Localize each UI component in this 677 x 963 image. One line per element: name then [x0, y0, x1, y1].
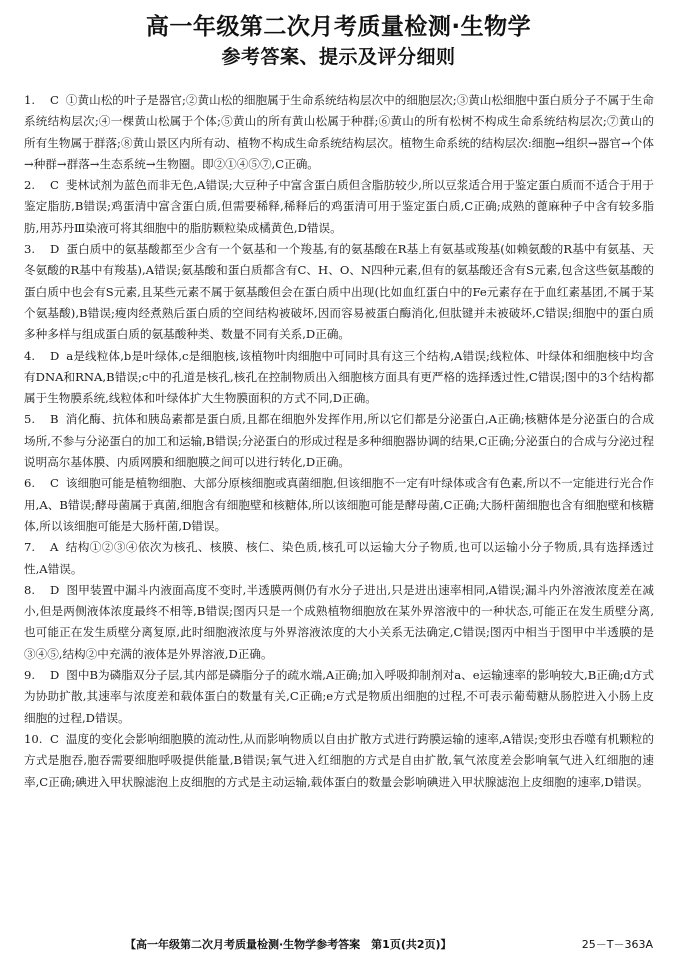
answer-item-5 — [24, 409, 654, 473]
answer-item-2 — [24, 175, 654, 239]
item-number: 7. — [24, 540, 36, 555]
item-answer: D — [50, 582, 60, 597]
item-answer: C — [50, 178, 59, 193]
answer-item-6 — [24, 473, 654, 537]
item-number: 6. — [24, 476, 36, 491]
item-explanation: 温度的变化会影响细胞膜的流动性,从而影响物质以自由扩散方式进行跨膜运输的速率,A错误;变形虫吞噬有机颗粒的方式是胞吞,胞吞需要细胞呼吸提供能量,B错误;氧气进入红细胞的方式是自由扩散,氧气浓度差会影响氧气进入红细胞的速率,C正确;碘进入甲状腺滤泡上皮细胞的方式是主动运输,载体蛋白的数量会影响碘进入甲状腺滤泡上皮细胞的速率,D错误。 — [24, 731, 654, 789]
item-explanation: ①黄山松的叶子是器官;②黄山松的细胞属于生命系统结构层次中的细胞层次;③黄山松细胞中蛋白质分子不属于生命系统结构层次;④一棵黄山松属于个体;⑤黄山的所有黄山松属于种群;⑥黄山的所有松树不构成生命系统结构层次;⑦黄山的所有生物属于群落;⑧黄山景区内所有动、植物不构成生命系统结构层次。植物生命系统的结构层次:细胞→组织→器官→个体→种群→群落→生态系统→生物圈。即②①④⑤⑦,C正确。 — [24, 93, 654, 171]
page-subtitle: 参考答案、提示及评分细则 — [221, 46, 456, 68]
answer-item-9 — [24, 665, 654, 729]
item-answer: A — [50, 540, 59, 555]
item-explanation: 蛋白质中的氨基酸都至少含有一个氨基和一个羧基,有的氨基酸在R基上有氨基或羧基(如赖氨酸的R基中有氨基、天冬氨酸的R基中有羧基),A错误;氨基酸和蛋白质都含有C、H、O、N四种元素,但有的氨基酸还含有S元素,包含这些氨基酸的蛋白质中也会有S元素,且某些元素不属于氨基酸但会在蛋白质中出现(比如血红蛋白中的Fe元素存在于血红素基团,不属于某个氨基酸),B错误;瘦肉经煮熟后蛋白质的空间结构被破坏,因而容易被蛋白酶消化,但肽键并未被破坏,C错误;细胞中的蛋白质多种多样与组成蛋白质的氨基酸种类、数量不同有关系,D正确。 — [24, 242, 654, 342]
item-number: 3. — [24, 242, 36, 257]
answer-item-4 — [24, 346, 654, 410]
item-number: 1. — [24, 93, 36, 107]
item-explanation: 图中B为磷脂双分子层,其内部是磷脂分子的疏水端,A正确;加入呼吸抑制剂对a、e运输速率的影响较大,B正确;d方式为协助扩散,其速率与浓度差和载体蛋白的数量有关,C正确;e方式是物质出细胞的过程,不可表示葡萄糖从肠腔进入小肠上皮细胞的过程,D错误。 — [24, 668, 654, 725]
item-answer: D — [50, 668, 60, 683]
item-number: 10. — [24, 731, 43, 746]
item-number: 9. — [24, 668, 36, 683]
footer-document-code: 25－T－363A — [581, 938, 653, 951]
item-answer: D — [50, 348, 60, 363]
item-explanation: 消化酶、抗体和胰岛素都是蛋白质,且都在细胞外发挥作用,所以它们都是分泌蛋白,A正确;核糖体是分泌蛋白的合成场所,不参与分泌蛋白的加工和运输,B错误;分泌蛋白的形成过程是多种细胞器协调的结果,C正确;分泌蛋白的合成与分泌过程说明高尔基体膜、内质网膜和细胞膜之间可以进行转化,D正确。 — [24, 412, 654, 470]
answer-item-8 — [24, 580, 654, 665]
answer-item-3 — [24, 239, 654, 345]
answer-item-10 — [24, 729, 654, 793]
answer-item-1 — [24, 90, 654, 175]
item-explanation: 斐林试剂为蓝色而非无色,A错误;大豆种子中富含蛋白质但含脂肪较少,所以豆浆适合用于鉴定蛋白质而不适合于用于鉴定脂肪,B错误;鸡蛋清中富含蛋白质,但需要稀释,稀释后的鸡蛋清可用于鉴定蛋白质,C正确;成熟的蓖麻种子中含有较多脂肪,用苏丹Ⅲ染液可将其细胞中的脂肪颗粒染成橘黄色,D错误。 — [24, 178, 654, 235]
page-title: 高一年级第二次月考质量检测·生物学 — [145, 14, 532, 40]
item-number: 5. — [24, 412, 36, 427]
item-number: 8. — [24, 582, 36, 597]
item-number: 4. — [24, 348, 36, 363]
item-answer: C — [50, 731, 59, 746]
item-answer: B — [50, 412, 59, 427]
footer-page-info: 【高一年级第二次月考质量检测·生物学参考答案 第1页(共2页)】 — [125, 938, 452, 951]
answer-list — [24, 90, 654, 793]
item-answer: C — [50, 476, 59, 491]
item-explanation: 结构①②③④依次为核孔、核膜、核仁、染色质,核孔可以运输大分子物质,也可以运输小分子物质,具有选择透过性,A错误。 — [24, 540, 654, 576]
item-explanation: 图甲装置中漏斗内液面高度不变时,半透膜两侧仍有水分子进出,只是进出速率相同,A错误;漏斗内外溶液浓度差在减小,但是两侧液体浓度最终不相等,B错误;图丙只是一个成熟植物细胞放在某外界溶液中的一种状态,可能正在发生质壁分离,也可能正在发生质壁分离复原,此时细胞液浓度与外界溶液浓度的大小关系无法确定,C错误;图丙中相当于图甲中半透膜的是③④⑤,结构②中充满的液体是外界溶液,D正确。 — [24, 582, 654, 661]
answer-item-7 — [24, 537, 654, 580]
item-explanation: a是线粒体,b是叶绿体,c是细胞核,该植物叶肉细胞中可同时具有这三个结构,A错误;线粒体、叶绿体和细胞核中均含有DNA和RNA,B错误;c中的孔道是核孔,核孔在控制物质出入细胞核方面具有更严格的选择透过性,C错误;图中的3个结构都属于生物膜系统,线粒体和叶绿体扩大生物膜面积的方式不同,D正确。 — [24, 348, 654, 406]
item-answer: D — [50, 242, 60, 257]
item-explanation: 该细胞可能是植物细胞、大部分原核细胞或真菌细胞,但该细胞不一定有叶绿体或含有色素,所以不一定能进行光合作用,A、B错误;酵母菌属于真菌,细胞含有细胞壁和核糖体,所以该细胞可能是酵母菌,C正确;大肠杆菌细胞也含有细胞壁和核糖体,所以该细胞可能是大肠杆菌,D错误。 — [24, 476, 654, 533]
item-number: 2. — [24, 178, 36, 193]
item-answer: C — [50, 93, 59, 107]
